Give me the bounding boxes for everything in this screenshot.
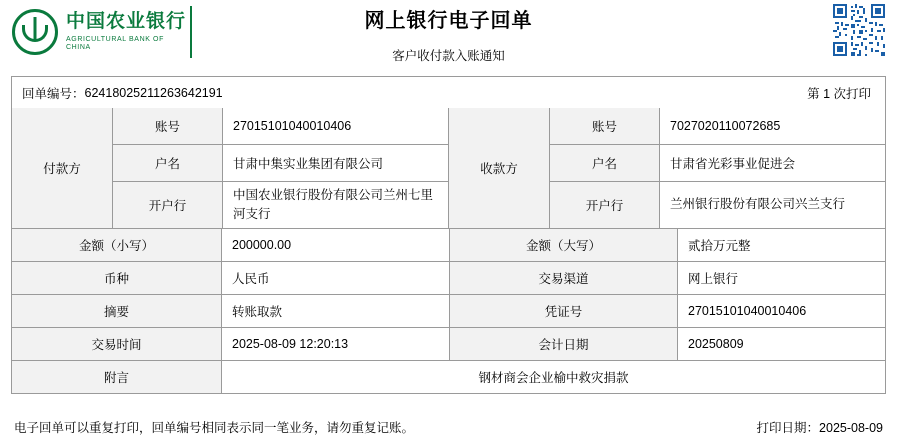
- payee-account-row: [550, 108, 885, 145]
- payee-account-value: 7027020110072685: [670, 119, 781, 133]
- accounting-date-label: 会计日期: [450, 328, 678, 360]
- payee-account-label: 账号: [550, 108, 660, 144]
- currency-value: 人民币: [222, 262, 450, 294]
- payee-title: 收款方: [449, 108, 550, 228]
- payee-bank-value: 兰州银行股份有限公司兴兰支行: [670, 197, 846, 212]
- payer-bank-label: 开户行: [113, 182, 223, 228]
- qr-code-icon: [833, 4, 885, 56]
- payer-name-value: 甘肃中集实业集团有限公司: [233, 157, 384, 171]
- amount-small-value: 200000.00: [222, 229, 450, 261]
- summary-label: 摘要: [12, 295, 222, 327]
- title-block: [0, 4, 897, 64]
- remark-row: [12, 361, 885, 393]
- channel-value: 网上银行: [678, 262, 885, 294]
- payer-name-row: [113, 145, 448, 182]
- print-count: 第 1 次打印: [705, 77, 885, 109]
- payer-account-row: [113, 108, 448, 145]
- document-footer: [14, 418, 883, 436]
- transaction-time-value: 2025-08-09 12:20:13: [222, 328, 450, 360]
- payee-name-label: 户名: [550, 145, 660, 181]
- voucher-value: 27015101040010406: [678, 295, 885, 327]
- payer-block: [12, 108, 449, 228]
- payee-name-value: 甘肃省光彩事业促进会: [670, 157, 796, 171]
- summary-row: [12, 295, 885, 328]
- amount-small-label: 金额（小写）: [12, 229, 222, 261]
- payer-account-value: 27015101040010406: [233, 119, 352, 133]
- payer-rows: [113, 108, 448, 228]
- payer-title: 付款方: [12, 108, 113, 228]
- time-row: [12, 328, 885, 361]
- amount-capital-label: 金额（大写）: [450, 229, 678, 261]
- voucher-label: 凭证号: [450, 295, 678, 327]
- channel-label: 交易渠道: [450, 262, 678, 294]
- payer-bank-value: 中国农业银行股份有限公司兰州七里河支行: [233, 187, 434, 221]
- payee-block: [449, 108, 885, 228]
- transaction-time-label: 交易时间: [12, 328, 222, 360]
- payer-account-label: 账号: [113, 108, 223, 144]
- bank-name-en: AGRICULTURAL BANK OF CHINA: [66, 36, 164, 51]
- receipt-number-cell: [12, 77, 705, 109]
- currency-row: [12, 262, 885, 295]
- receipt-number-row: [12, 77, 885, 108]
- amount-row: [12, 229, 885, 262]
- payee-bank-label: 开户行: [550, 182, 660, 228]
- payer-name-label: 户名: [113, 145, 223, 181]
- remark-value: 钢材商会企业榆中救灾捐款: [222, 361, 885, 393]
- print-date: 打印日期：2025-08-09: [756, 421, 883, 435]
- payee-bank-row: [550, 182, 885, 228]
- receipt-table: [11, 76, 886, 394]
- remark-label: 附言: [12, 361, 222, 393]
- currency-label: 币种: [12, 262, 222, 294]
- payee-rows: [550, 108, 885, 228]
- amount-capital-value: 贰拾万元整: [678, 229, 885, 261]
- footer-notice: 电子回单可以重复打印，回单编号相同表示同一笔业务，请勿重复记账。: [14, 421, 415, 435]
- page-subtitle: 客户收付款入账通知: [392, 49, 505, 63]
- accounting-date-value: 20250809: [678, 328, 885, 360]
- document-header: [0, 0, 897, 68]
- receipt-number-label: 回单编号：: [22, 87, 85, 101]
- summary-value: 转账取款: [222, 295, 450, 327]
- parties-block: [12, 108, 885, 229]
- receipt-number-value: 62418025211263642191: [84, 86, 223, 100]
- page-title: 网上银行电子回单: [364, 10, 533, 32]
- payer-bank-row: [113, 182, 448, 228]
- payee-name-row: [550, 145, 885, 182]
- bank-name-cn: 中国农业银行: [66, 11, 187, 33]
